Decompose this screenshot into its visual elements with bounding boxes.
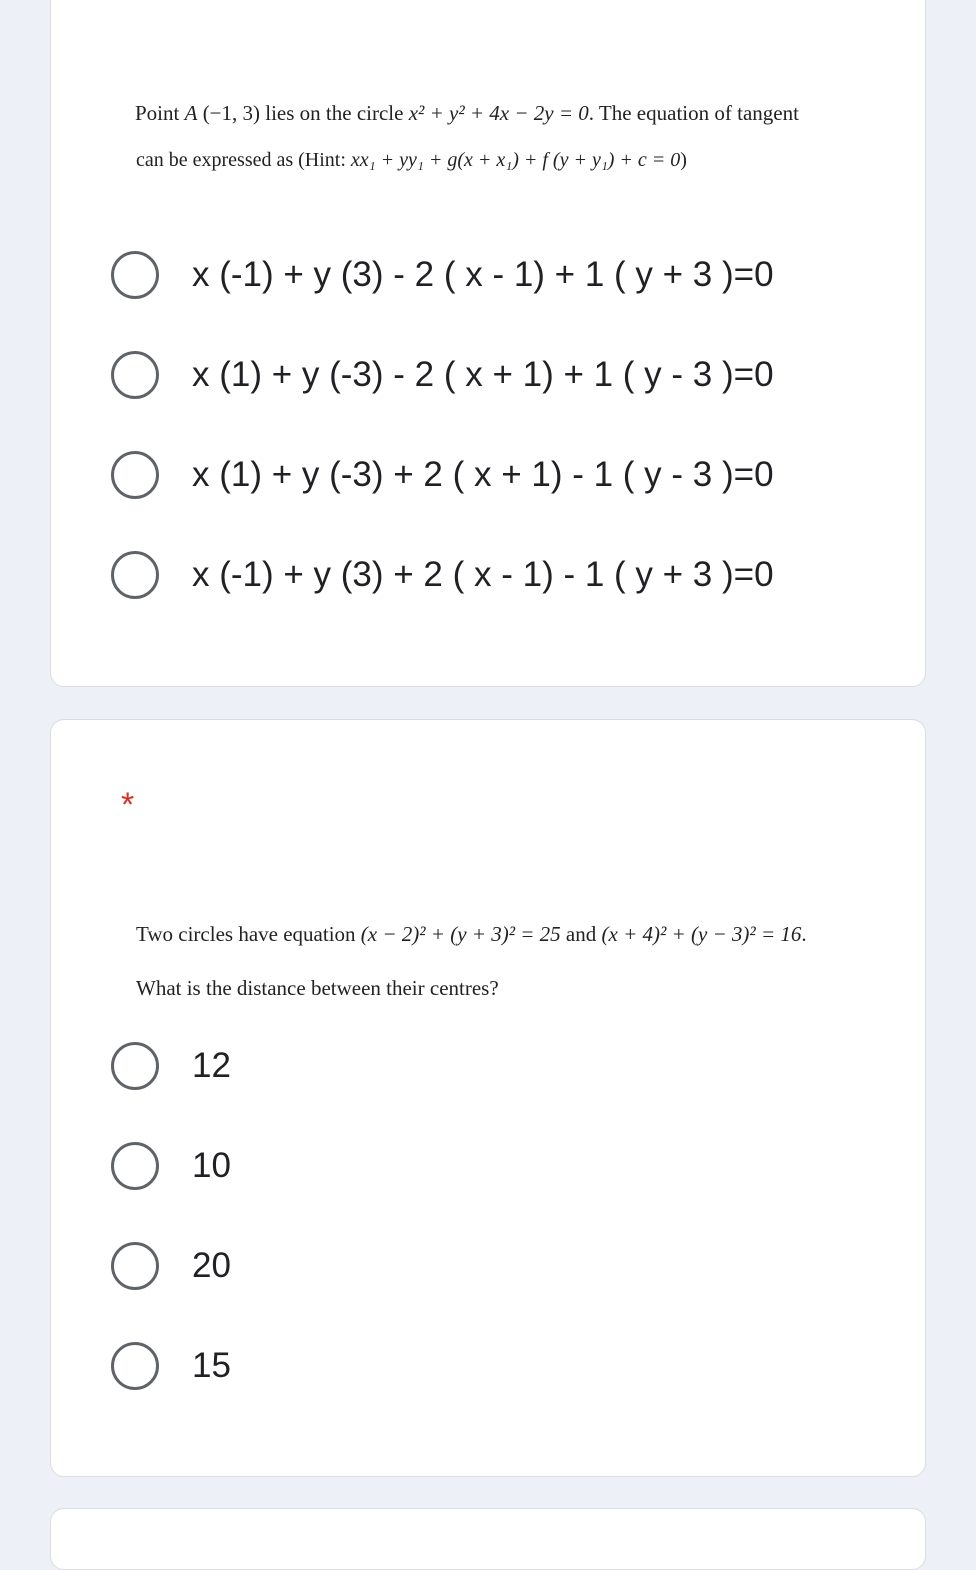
option-4[interactable] xyxy=(111,1340,231,1392)
radio-button[interactable] xyxy=(111,1242,159,1290)
option-3[interactable] xyxy=(111,449,774,501)
option-label: x (1) + y (-3) - 2 ( x + 1) + 1 ( y - 3 )=0 xyxy=(192,355,774,394)
option-1[interactable] xyxy=(111,249,774,301)
required-asterisk: * xyxy=(121,786,135,824)
option-label: 20 xyxy=(192,1246,231,1285)
question-text-line-2: What is the distance between their centres? xyxy=(136,976,499,1000)
option-2[interactable] xyxy=(111,1140,231,1192)
radio-button[interactable] xyxy=(111,1342,159,1390)
option-label: x (1) + y (-3) + 2 ( x + 1) - 1 ( y - 3 )=0 xyxy=(192,455,774,494)
option-4[interactable] xyxy=(111,549,774,601)
question-card-tangent xyxy=(50,0,926,687)
option-label: 15 xyxy=(192,1346,231,1385)
radio-button[interactable] xyxy=(111,1042,159,1090)
radio-button[interactable] xyxy=(111,1142,159,1190)
next-question-card xyxy=(50,1508,926,1570)
option-2[interactable] xyxy=(111,349,774,401)
radio-button[interactable] xyxy=(111,251,159,299)
option-3[interactable] xyxy=(111,1240,231,1292)
radio-button[interactable] xyxy=(111,551,159,599)
question-card-distance xyxy=(50,719,926,1477)
option-label: x (-1) + y (3) + 2 ( x - 1) - 1 ( y + 3 )=0 xyxy=(192,555,774,594)
radio-button[interactable] xyxy=(111,351,159,399)
option-label: x (-1) + y (3) - 2 ( x - 1) + 1 ( y + 3 )=0 xyxy=(192,255,774,294)
option-label: 12 xyxy=(192,1046,231,1085)
radio-button[interactable] xyxy=(111,451,159,499)
option-1[interactable] xyxy=(111,1040,231,1092)
option-label: 10 xyxy=(192,1146,231,1185)
question-text-line-1: Two circles have equation (x − 2)² + (y + 3)² = 25 and (x + 4)² + (y − 3)² = 16. xyxy=(136,922,807,946)
question-text-line-2: can be expressed as (Hint: xx₁ + yy₁ + g(x + x₁) + f (y + y₁) + c = 0) xyxy=(136,149,687,171)
question-text-line-1: Point A (−1, 3) lies on the circle x² + y² + 4x − 2y = 0. The equation of tangent xyxy=(135,101,799,125)
